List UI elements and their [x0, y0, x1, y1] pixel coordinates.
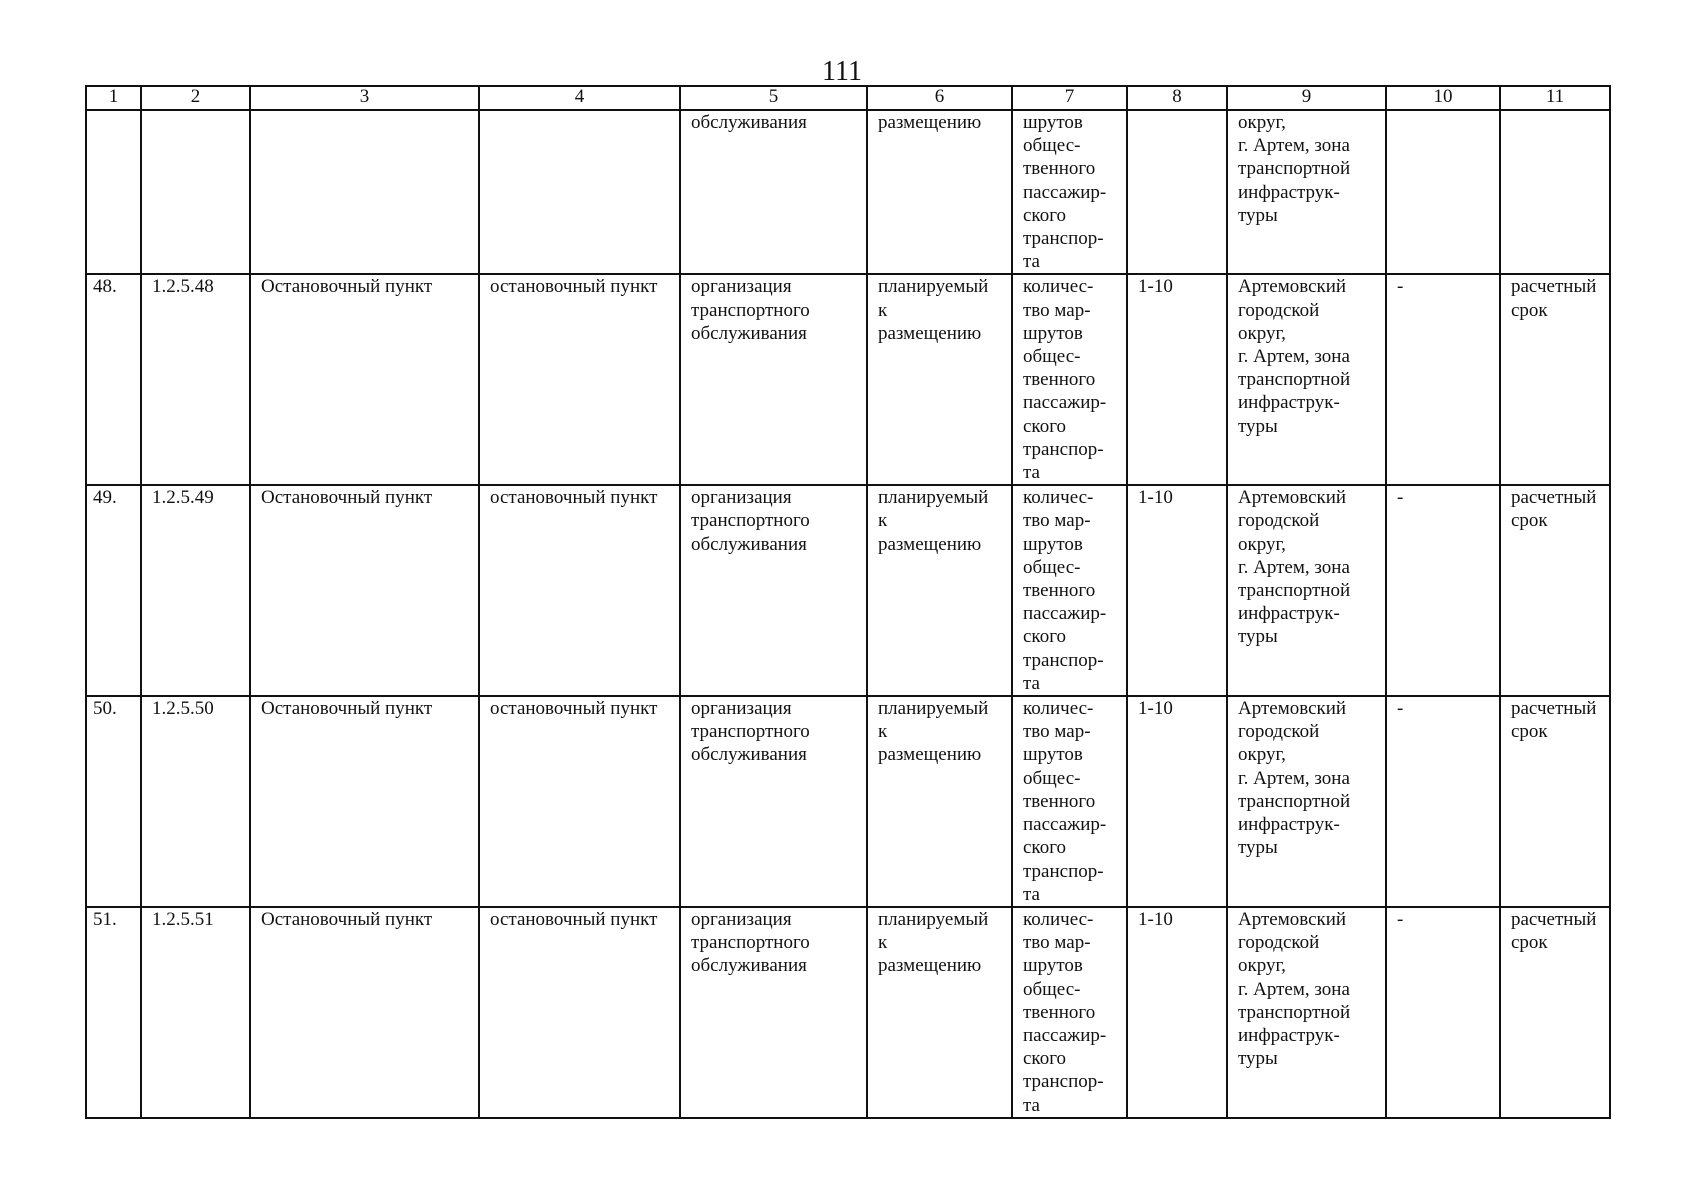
table-cell: шрутов общес- твенного пассажир- ского транспор- та	[1012, 110, 1127, 274]
row-number-cell: 51.	[86, 907, 141, 1118]
purpose-cell: организация транспортного обслуживания	[680, 274, 867, 485]
characteristic-cell: количес- тво мар- шрутов общес- твенного пассажир- ского транспор- та	[1012, 274, 1127, 485]
type-cell: остановочный пункт	[479, 274, 680, 485]
row-number-cell: 49.	[86, 485, 141, 696]
term-cell: расчетный срок	[1500, 274, 1610, 485]
table-cell	[1127, 110, 1227, 274]
value-cell: 1-10	[1127, 274, 1227, 485]
zone-cell: -	[1386, 274, 1500, 485]
location-cell: Артемовский городской округ, г. Артем, зона транспортной инфраструк- туры	[1227, 696, 1386, 907]
code-cell: 1.2.5.50	[141, 696, 250, 907]
value-cell: 1-10	[1127, 907, 1227, 1118]
column-header: 8	[1127, 86, 1227, 110]
purpose-cell: организация транспортного обслуживания	[680, 907, 867, 1118]
table-row	[86, 274, 1610, 485]
type-cell: остановочный пункт	[479, 907, 680, 1118]
column-header: 7	[1012, 86, 1127, 110]
column-header: 6	[867, 86, 1012, 110]
table-cell	[1500, 110, 1610, 274]
name-cell: Остановочный пункт	[250, 907, 479, 1118]
table-cell	[250, 110, 479, 274]
table-cell	[479, 110, 680, 274]
column-number-header-row	[86, 86, 1610, 110]
name-cell: Остановочный пункт	[250, 696, 479, 907]
table-cell: обслуживания	[680, 110, 867, 274]
term-cell: расчетный срок	[1500, 907, 1610, 1118]
code-cell: 1.2.5.48	[141, 274, 250, 485]
zone-cell: -	[1386, 907, 1500, 1118]
purpose-cell: организация транспортного обслуживания	[680, 485, 867, 696]
value-cell: 1-10	[1127, 485, 1227, 696]
column-header: 4	[479, 86, 680, 110]
type-cell: остановочный пункт	[479, 696, 680, 907]
table-cell	[1386, 110, 1500, 274]
term-cell: расчетный срок	[1500, 485, 1610, 696]
column-header: 11	[1500, 86, 1610, 110]
status-cell: планируемый к размещению	[867, 485, 1012, 696]
column-header: 3	[250, 86, 479, 110]
column-header: 2	[141, 86, 250, 110]
type-cell: остановочный пункт	[479, 485, 680, 696]
table-cell	[141, 110, 250, 274]
name-cell: Остановочный пункт	[250, 485, 479, 696]
continuation-row	[86, 110, 1610, 274]
table-cell: размещению	[867, 110, 1012, 274]
value-cell: 1-10	[1127, 696, 1227, 907]
row-number-cell: 50.	[86, 696, 141, 907]
location-cell: Артемовский городской округ, г. Артем, зона транспортной инфраструк- туры	[1227, 485, 1386, 696]
column-header: 10	[1386, 86, 1500, 110]
data-table	[85, 85, 1611, 1119]
status-cell: планируемый к размещению	[867, 907, 1012, 1118]
location-cell: Артемовский городской округ, г. Артем, зона транспортной инфраструк- туры	[1227, 274, 1386, 485]
page-number: 111	[822, 56, 862, 87]
term-cell: расчетный срок	[1500, 696, 1610, 907]
purpose-cell: организация транспортного обслуживания	[680, 696, 867, 907]
characteristic-cell: количес- тво мар- шрутов общес- твенного пассажир- ского транспор- та	[1012, 485, 1127, 696]
status-cell: планируемый к размещению	[867, 274, 1012, 485]
location-cell: Артемовский городской округ, г. Артем, зона транспортной инфраструк- туры	[1227, 907, 1386, 1118]
status-cell: планируемый к размещению	[867, 696, 1012, 907]
name-cell: Остановочный пункт	[250, 274, 479, 485]
zone-cell: -	[1386, 696, 1500, 907]
zone-cell: -	[1386, 485, 1500, 696]
table-cell	[86, 110, 141, 274]
row-number-cell: 48.	[86, 274, 141, 485]
column-header: 5	[680, 86, 867, 110]
code-cell: 1.2.5.51	[141, 907, 250, 1118]
code-cell: 1.2.5.49	[141, 485, 250, 696]
table-row	[86, 907, 1610, 1118]
table-row	[86, 485, 1610, 696]
table-row	[86, 696, 1610, 907]
characteristic-cell: количес- тво мар- шрутов общес- твенного пассажир- ского транспор- та	[1012, 696, 1127, 907]
characteristic-cell: количес- тво мар- шрутов общес- твенного пассажир- ского транспор- та	[1012, 907, 1127, 1118]
table-cell: округ, г. Артем, зона транспортной инфраструк- туры	[1227, 110, 1386, 274]
column-header: 1	[86, 86, 141, 110]
column-header: 9	[1227, 86, 1386, 110]
